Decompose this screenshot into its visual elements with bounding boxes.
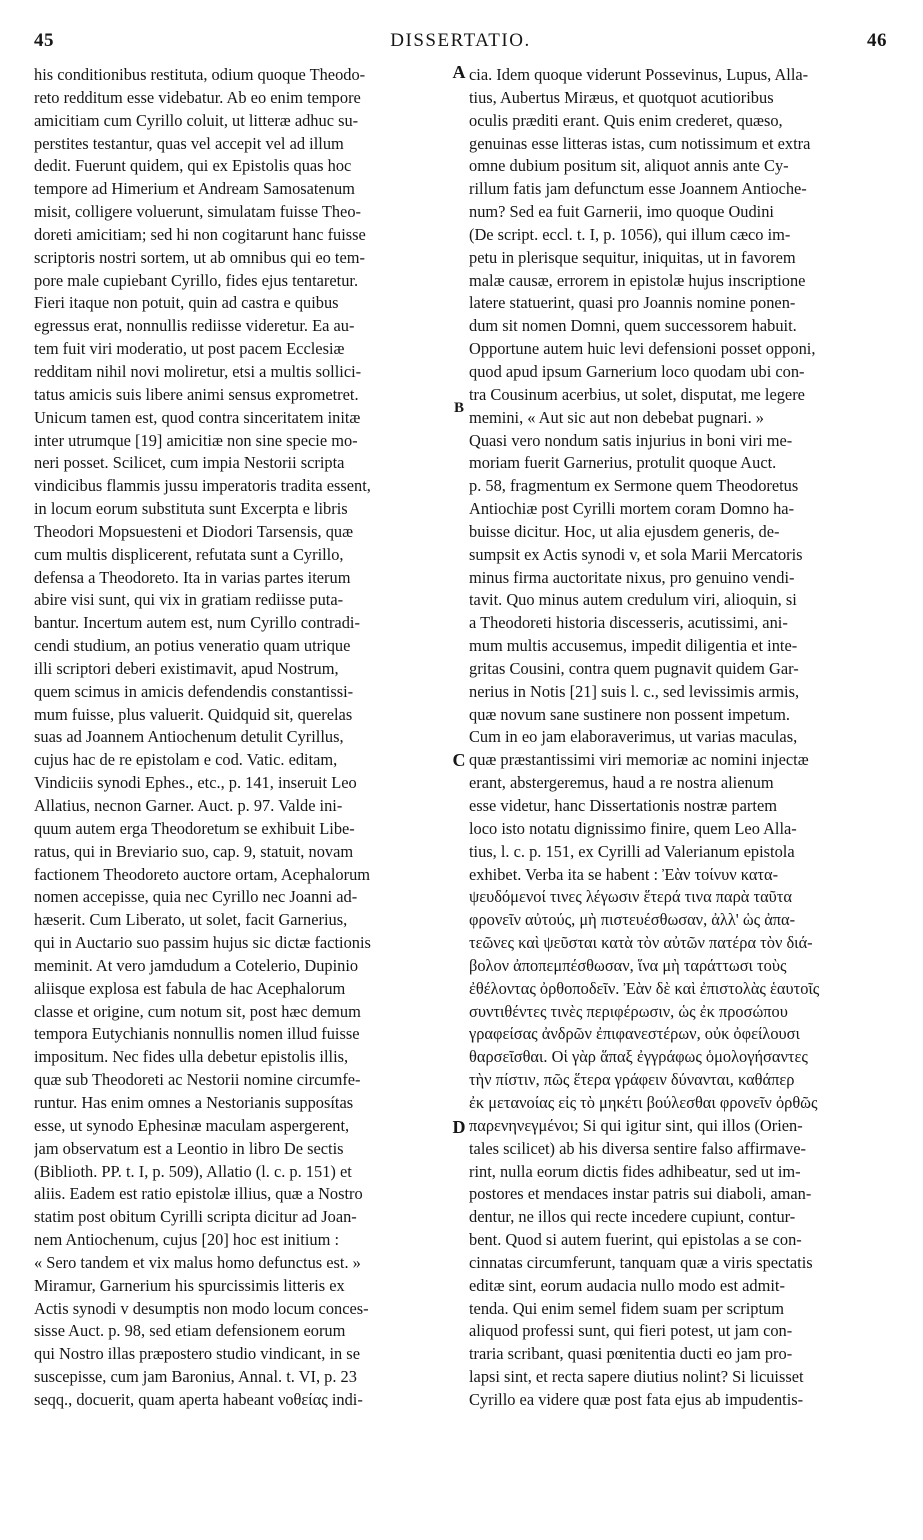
text-line: θαρσεῖσθαι. Οἱ γὰρ ἅπαξ ἐγγράφως ὁμολογήσαντες [469,1047,808,1067]
text-line: latere statuerint, quasi pro Joannis nomine ponen- [469,293,796,313]
text-line: dentur, ne illos qui recte incedere cupiunt, contur- [469,1207,796,1227]
margin-marker-b: B [453,400,464,416]
text-line: ratus, qui in Breviario suo, cap. 9, statuit, novam [34,841,354,861]
text-line: gritas Cousini, contra quem pugnavit quidem Gar- [469,658,799,678]
text-line: ψευδόμενοί τινες λέγωσιν ἕτερά τινα παρὰ ταῦτα [469,887,792,907]
text-line: in locum eorum substituta sunt Excerpta e libris [34,499,348,519]
text-line: qui Nostro illas præpostero studio vindicant, in se [34,1344,360,1364]
text-line: tius, Aubertus Miræus, et quotquot acutioribus [469,87,774,107]
text-line: cum multis displicerent, refutata sunt a Cyrillo, [34,544,344,564]
text-line: redditam nihil novi moliretur, etsi a multis sollici- [34,361,362,381]
text-line: tenda. Qui enim semel fidem suam per scriptum [469,1298,784,1318]
text-line: traria scribant, quasi pœnitentia ducti eo jam pro- [469,1344,793,1364]
text-line: Cyrillo ea videre quæ post fata ejus ab impudentis- [469,1389,804,1409]
text-line: nem Antiochenum, cujus [20] hoc est initium : [34,1230,340,1250]
text-line: γραφείσας ἀνδρῶν ἐπιφανεστέρων, οὐκ ὀφείλουσι [469,1024,800,1044]
text-line: cia. Idem quoque viderunt Possevinus, Lupus, Alla- [469,65,809,84]
text-line: Cum in eo jam elaboraverimus, ut varias maculas, [469,727,798,747]
text-line: « Sero tandem et vix malus homo defunctus est. » [34,1252,361,1272]
text-line: malæ causæ, errorem in epistolæ hujus inscriptione [469,270,806,290]
text-line: Vindiciis synodi Ephes., etc., p. 141, inseruit Leo [34,773,357,793]
text-line: inter utrumque [19] amicitiæ non sine specie mo- [34,430,358,450]
text-line: p. 58, fragmentum ex Sermone quem Theodoretus [469,476,799,496]
text-line: reto redditum esse videbatur. Ab eo enim tempore [34,87,361,107]
right-text-column [469,64,893,1412]
text-line: tius, l. c. p. 151, ex Cyrilli ad Valerianum epistola [469,841,795,861]
text-line: bantur. Incertum autem est, num Cyrillo contradi- [34,613,360,633]
text-line: quem scimus in amicis defendendis constantissi- [34,681,354,701]
text-line: neri posset. Scilicet, cum impia Nestorii scripta [34,453,345,473]
text-line: qui in Auctario suo passim hujus sic dictæ factionis [34,933,371,953]
text-line: doreti amicitiam; sed hi non cogitarunt hanc fuisse [34,224,366,244]
text-line: aliquod professi sunt, qui fieri potest, ut jam con- [469,1321,793,1341]
text-line: quæ sub Theodoreti ac Nestorii nomine circumfe- [34,1070,361,1090]
text-line: genuinas esse litteras istas, cum notissimum et extra [469,133,811,153]
text-line: erant, abstergeremus, haud a re nostra alienum [469,773,774,793]
text-line: pore male cupiebant Cyrillo, fides ejus tentaretur. [34,270,359,290]
text-line: sisse Auct. p. 98, sed etiam defensionem eorum [34,1321,346,1341]
text-line: βολον ἀποπεμπέσθωσαν, ἵνα μὴ ταράττωσι τοὺς [469,955,787,975]
text-line: vindicibus flammis jussu imperatoris tradita essent, [34,476,371,496]
text-line: sumpsit ex Actis synodi v, et sola Marii Mercatoris [469,544,803,564]
running-header [34,30,887,60]
text-line: Opportune autem huic levi defensioni posset opponi, [469,339,816,359]
text-line: aliisque explosa est fabula de hac Acephalorum [34,978,346,998]
text-line: esse, ut synodo Ephesinæ maculam aspergerent, [34,1115,350,1135]
text-line: a Theodoreti historia discesseris, acutissimi, ani- [469,613,788,633]
text-line: Miramur, Garnerium his spurcissimis litteris ex [34,1275,345,1295]
text-line: Theodori Mopsuesteni et Diodori Tarsensis, quæ [34,521,354,541]
text-line: misit, colligere voluerunt, simulatam fuisse Theo- [34,202,361,222]
text-line: nomen accepisse, quia nec Cyrillo nec Joanni ad- [34,887,358,907]
text-line: suscepisse, cum jam Baronius, Annal. t. VI, p. 23 [34,1367,357,1387]
text-line: seqq., docuerit, quam aperta habeant νοθείας indi- [34,1389,363,1409]
text-line: rint, nulla eorum dictis fides adhibeatur, sed ut im- [469,1161,801,1181]
text-line: quod apud ipsum Garnerium loco quodam ubi con- [469,361,805,381]
text-line: abire visi sunt, qui vix in gratiam rediisse puta- [34,590,344,610]
text-line: esse videtur, hanc Dissertationis nostræ partem [469,796,777,815]
text-line: moriam fuerit Garnerius, protulit quoque Auct. [469,453,777,473]
text-line: mum fuisse, plus valuerit. Quidquid sit, querelas [34,704,353,724]
text-line: cinnatas circumferunt, tanquam quæ a viris spectatis [469,1252,813,1272]
text-line: Actis synodi v desumptis non modo locum conces- [34,1298,369,1318]
text-line: Quasi vero nondum satis injurius in boni viri me- [469,430,793,450]
text-line: memini, « Aut sic aut non debebat pugnari. » [469,407,764,427]
text-line: tra Cousinum acerbius, ut solet, disputat, me legere [469,384,805,404]
text-line: amicitiam cum Cyrillo coluit, ut litteræ adhuc su- [34,110,359,130]
text-line: cujus hac de re epistolam e cod. Vatic. editam, [34,750,338,770]
text-line: loco isto notatu dignissimo finire, quem Leo Alla- [469,818,797,838]
text-line: tales scilicet) ab his diversa sentire falso affirmave- [469,1138,806,1158]
left-text-column [34,64,458,1412]
text-line: (Biblioth. PP. t. I, p. 509), Allatio (l. c. p. 151) et [34,1161,352,1181]
text-line: exhibet. Verba ita se habent : Ἐὰν τοίνυν κατα- [469,864,779,884]
text-line: mum multis accusemus, impedit diligentia et inte- [469,636,798,656]
right-page-number: 46 [867,30,887,51]
text-line: omne dubium positum sit, aliquot annis ante Cy- [469,156,789,176]
text-line: tem fuit viri moderatio, ut post pacem Ecclesiæ [34,339,345,359]
text-line: oculis præditi erant. Quis enim crederet, quæso, [469,110,783,130]
text-line: Allatius, necnon Garner. Auct. p. 97. Valde ini- [34,796,343,815]
text-line: cendi studium, an potius veneratio quam utrique [34,636,351,656]
text-line: tavit. Quo minus autem credulum viri, alioquin, si [469,590,797,610]
text-line: minus firma auctoritate nixus, pro genuino vendi- [469,567,795,587]
text-line: meminit. At vero jamdudum a Cotelerio, Dupinio [34,955,359,975]
text-line: ἐθέλοντας ὀρθοποδεῖν. Ἐὰν δὲ καὶ ἐπιστολὰς ἑαυτοῖς [469,978,820,998]
text-line: lapsi sint, et recta sapere diutius nolint? Si licuisset [469,1367,804,1387]
text-line: tempora Eutychianis nonnullis nomen illud fuisse [34,1024,360,1044]
text-line: φρονεῖν αὐτούς, μὴ πιστευέσθωσαν, ἀλλ' ὡς ἀπα- [469,910,796,930]
text-line: (De script. eccl. t. I, p. 1056), qui illum cæco im- [469,224,791,244]
text-line: aliis. Eadem est ratio epistolæ illius, quæ a Nostro [34,1184,363,1204]
text-line: Unicum tamen est, quod contra sinceritatem initæ [34,407,361,427]
text-line: παρενηνεγμένοι; Si qui igitur sint, qui illos (Orien- [469,1115,803,1135]
text-line: jam observatum est a Leontio in libro De sectis [34,1138,344,1158]
text-line: scriptoris nostri sortem, ut ab omnibus qui eo tem- [34,247,365,267]
text-line: his conditionibus restituta, odium quoque Theodo- [34,65,366,84]
text-line: Fieri itaque non potuit, quin ad castra e quibus [34,293,339,313]
text-line: tatus amicis suis libere animi sensus exprometret. [34,384,359,404]
text-line: perstites testantur, quas vel accepit vel ad illum [34,133,344,153]
text-line: statim post obitum Cyrilli scripta dicitur ad Joan- [34,1207,357,1227]
text-line: postores et mendaces instar patris sui diaboli, aman- [469,1184,812,1204]
text-line: runtur. Has enim omnes a Nestorianis supposítas [34,1092,354,1112]
text-line: quæ novum sane sustinere non possent impetum. [469,704,790,724]
text-line: factionem Theodoreto auctore ortam, Acephalorum [34,864,371,884]
text-line: defensa a Theodoreto. Ita in varias partes iterum [34,567,351,587]
text-line: quæ præstantissimi viri memoriæ ac nomini injectæ [469,750,809,770]
text-line: dedit. Fuerunt quidem, qui ex Epistolis quas hoc [34,156,352,176]
text-line: num? Sed ea fuit Garnerii, imo quoque Oudini [469,202,774,222]
text-line: συντιθέντες τινὲς περιφέρωσιν, ὡς ἐκ προσώπου [469,1001,788,1021]
text-line: τὴν πίστιν, πῶς ἕτερα γράφειν δύνανται, καθάπερ [469,1070,795,1090]
text-line: hæserit. Cum Liberato, ut solet, facit Garnerius, [34,910,348,930]
text-line: nerius in Notis [21] suis l. c., sed levissimis armis, [469,681,800,701]
margin-marker-a: A [452,62,466,82]
text-line: classe et origine, cum notum sit, post hæc demum [34,1001,361,1021]
text-line: bent. Quod si autem fuerint, qui epistolas a se con- [469,1230,802,1250]
margin-marker-d: D [452,1117,466,1137]
text-line: rillum fatis jam defunctum esse Joannem Antioche- [469,179,807,199]
text-line: editæ sint, eorum audacia nullo modo est admit- [469,1275,785,1295]
text-line: illi scriptori deberi existimavit, apud Nostrum, [34,658,339,678]
text-line: Antiochiæ post Cyrilli mortem coram Domno ha- [469,499,795,519]
text-line: buisse dicitur. Hoc, ut alia ejusdem generis, de- [469,521,780,541]
running-title: DISSERTATIO. [390,30,531,51]
left-page-number: 45 [34,30,54,51]
text-line: impositum. Nec fides ulla debetur epistolis illis, [34,1047,349,1067]
text-line: τεῶνες καὶ ψεῦσται κατὰ τὸν αὐτῶν πατέρα τὸν διά- [469,933,813,953]
margin-marker-c: C [452,750,466,770]
text-line: egressus erat, nonnullis rediisse videretur. Ea au- [34,316,355,336]
text-line: suas ad Joannem Antiochenum detulit Cyrillus, [34,727,344,747]
text-line: ἐκ μετανοίας εἰς τὸ μηκέτι βούλεσθαι φρονεῖν ὀρθῶς [469,1092,818,1112]
text-line: dum sit nomen Domni, quem successorem habuit. [469,316,797,336]
text-line: tempore ad Himerium et Andream Samosatenum [34,179,355,199]
text-line: petu in plerisque sequitur, iniquitas, ut in favorem [469,247,796,267]
text-line: quum autem erga Theodoretum se exhibuit Libe- [34,818,355,838]
